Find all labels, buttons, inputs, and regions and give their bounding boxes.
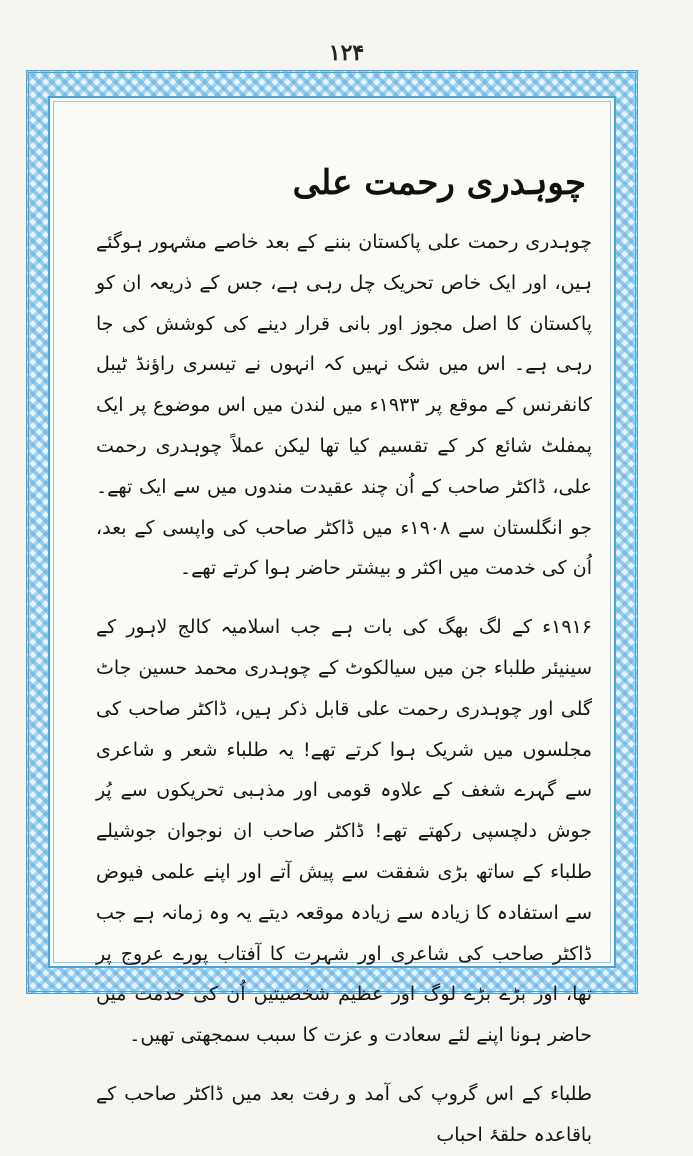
chapter-title: چوہدری رحمت علی [292, 163, 586, 203]
paragraph: طلباء کے اس گروپ کی آمد و رفت بعد میں ڈاکٹر صاحب کے باقاعدہ حلقۂ احباب [96, 1082, 592, 1146]
paragraph: ۱۹۱۶ء کے لگ بھگ کی بات ہے جب اسلامیہ کالج لاہور کے سینیئر طلباء جن میں سیالکوٹ کے چوہدری محمد حسین جاٹ گلی اور چوہدری رحمت علی قابل ذکر ہیں، ڈاکٹر صاحب کی مجلسوں میں شریک ہوا کرتے تھے! یہ طلباء شعر و شاعری سے گہرے شغف کے علاوہ قومی اور مذہبی تحریکوں سے پُر جوش دلچسپی رکھتے تھے! ڈاکٹر صاحب ان نوجوان جوشیلے طلباء کے ساتھ بڑی شفقت سے پیش آتے اور اپنے علمی فیوض سے استفادہ کا زیادہ سے زیادہ موقعہ دیتے یہ وہ زمانہ ہے جب ڈاکٹر صاحب کی شاعری اور شہرت کا آفتاب پورے عروج پر تھا، اور بڑے بڑے لوگ اور عظیم شخصیتیں اُن کی خدمت میں حاضر ہونا اپنے لئے سعادت و عزت کا سبب سمجھتی تھیں۔ [96, 616, 592, 1047]
page-number: ۱۲۴ [328, 40, 365, 66]
paragraph: چوہدری رحمت علی پاکستان بننے کے بعد خاصے مشہور ہوگئے ہیں، اور ایک خاص تحریک چل رہی ہے، جس کے ذریعہ ان کو پاکستان کا اصل مجوز اور بانی قرار دینے کی کوشش کی جا رہی ہے۔ اس میں شک نہیں کہ انہوں نے تیسری راؤنڈ ٹیبل کانفرنس کے موقع پر ۱۹۳۳ء میں لندن میں اس موضوع پر ایک پمفلٹ شائع کر کے تقسیم کیا تھا لیکن عملاً چوہدری رحمت علی، ڈاکٹر صاحب کے اُن چند عقیدت مندوں میں سے ایک تھے۔ جو انگلستان سے ۱۹۰۸ء میں ڈاکٹر صاحب کی واپسی کے بعد، اُن کی خدمت میں اکثر و بیشتر حاضر ہوا کرتے تھے۔ [96, 231, 592, 580]
body-text [96, 222, 592, 1156]
